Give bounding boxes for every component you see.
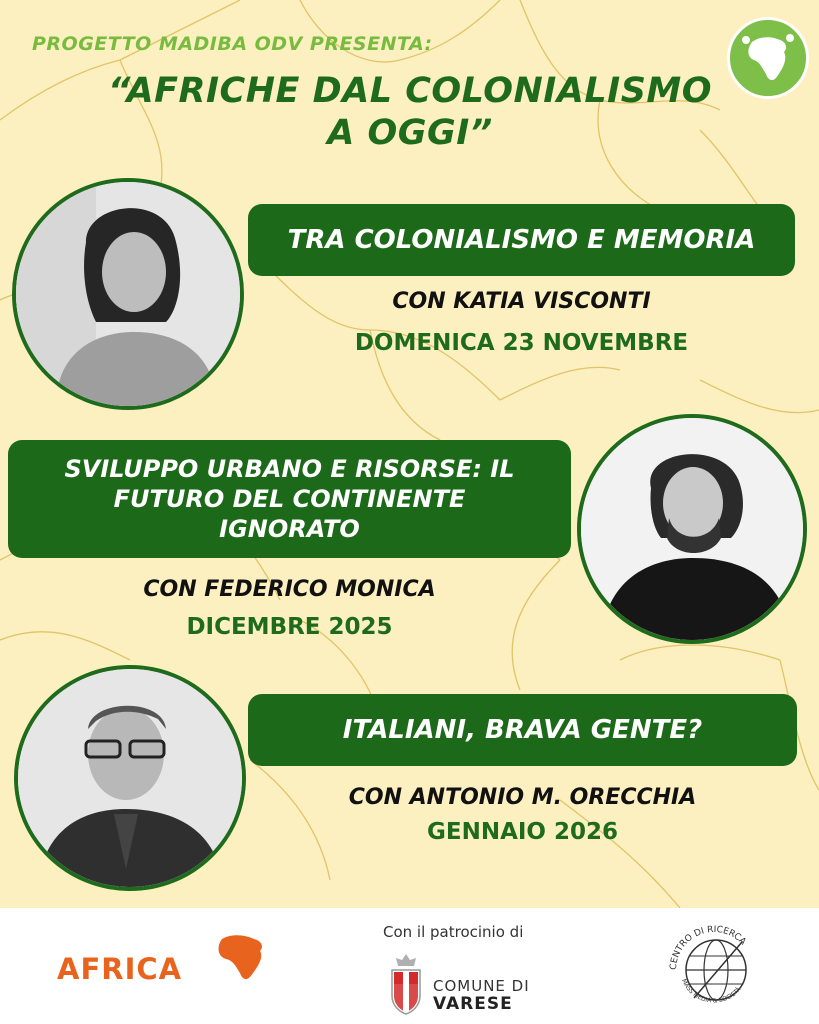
africa-magazine-logo [57,952,182,986]
centro-ring-top-text: CENTRO DI RICERCA [668,924,748,971]
madiba-africa-logo-icon [727,17,809,99]
event-2-title-line-1: SVILUPPO URBANO E RISORSE: IL [64,455,515,483]
presenter-heading: PROGETTO MADIBA ODV PRESENTA: [32,33,433,55]
event-3-title: ITALIANI, BRAVA GENTE? [342,715,703,745]
event-2-speaker: CON FEDERICO MONICA [143,577,436,602]
event-2-title-line-2: FUTURO DEL CONTINENTE [113,485,466,513]
comune-varese-crest-icon [386,952,426,1016]
event-3-date: GENNAIO 2026 [426,819,619,845]
title-line-1: “AFRICHE DAL COLONIALISMO [108,71,712,111]
event-series-title [60,70,760,154]
patronage-label: Con il patrocinio di [383,923,524,941]
speaker-photo-antonio-orecchia [14,665,246,891]
event-2-date: DICEMBRE 2025 [186,614,393,640]
comune-varese-label [433,977,530,1013]
centro-di-ricerca-logo [664,918,764,1018]
africa-logo-icon [212,933,268,983]
title-line-2: A OGGI” [327,113,493,153]
speaker-photo-katia-visconti [12,178,244,410]
event-1-speaker: CON KATIA VISCONTI [392,289,651,314]
event-3-speaker: CON ANTONIO M. ORECCHIA [348,785,697,810]
africa-logo-text: AFRICA [57,952,183,986]
event-2-title-banner [8,440,571,558]
centro-ring-bottom-text: MASS MEDIA & SOCIETÀ [680,977,743,1005]
event-3-title-banner [248,694,797,766]
event-1-title-banner [248,204,795,276]
comune-line-2: VARESE [433,994,513,1014]
event-2-title-line-3: IGNORATO [219,515,360,543]
event-2-title [64,454,514,544]
comune-line-1: COMUNE DI [433,977,530,995]
event-1-date: DOMENICA 23 NOVEMBRE [354,330,689,356]
event-1-title: TRA COLONIALISMO E MEMORIA [287,225,756,255]
speaker-photo-federico-monica [577,414,807,644]
